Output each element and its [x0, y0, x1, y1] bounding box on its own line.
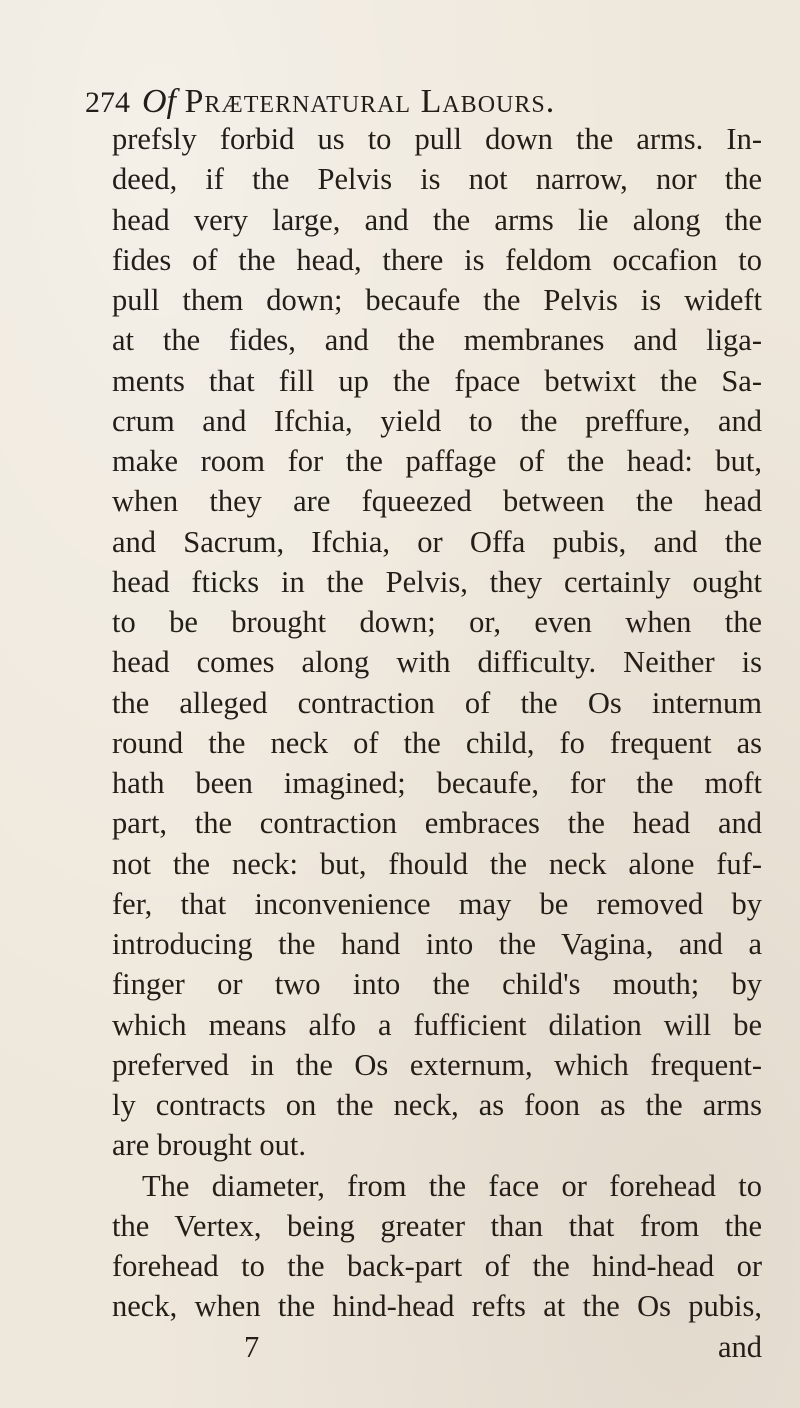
text-line: hath been imagined; becaufe, for the moft	[112, 766, 762, 800]
text-line: introducing the hand into the Vagina, and a	[112, 927, 762, 961]
text-line: the Vertex, being greater than that from the	[112, 1208, 762, 1243]
running-head	[85, 80, 725, 124]
signature-mark: 7	[244, 1329, 260, 1364]
text-line: round the neck of the child, fo frequent as	[112, 725, 762, 760]
text-line: neck, when the hind-head refts at the Os pubis,	[112, 1289, 762, 1324]
text-line: head comes along with difficulty. Neither is	[112, 645, 762, 680]
text-line: the alleged contraction of the Os internum	[112, 685, 762, 720]
text-line: and Sacrum, Ifchia, or Offa pubis, and the	[112, 524, 762, 559]
footer-line	[112, 1327, 762, 1367]
text-line: ly contracts on the neck, as foon as the arms	[112, 1088, 762, 1122]
text-line: crum and Ifchia, yield to the preffure, and	[112, 403, 762, 438]
text-line: finger or two into the child's mouth; by	[112, 967, 762, 1002]
text-line: not the neck: but, fhould the neck alone fuf-	[112, 846, 762, 881]
paragraph-first-line: The diameter, from the face or forehead to	[142, 1168, 762, 1203]
text-line: part, the contraction embraces the head and	[112, 806, 762, 841]
text-line: are brought out.	[112, 1128, 306, 1163]
catchword: and	[717, 1329, 762, 1364]
text-line: which means alfo a fufficient dilation will be	[112, 1007, 762, 1042]
text-line: when they are fqueezed between the head	[112, 484, 762, 519]
body-text	[112, 119, 762, 1367]
text-line: ments that fill up the fpace betwixt the Sa-	[112, 363, 762, 398]
page-number: 274	[85, 86, 130, 119]
text-line: fer, that inconvenience may be removed by	[112, 886, 762, 921]
text-line: forehead to the back-part of the hind-head or	[112, 1249, 762, 1283]
text-line: head fticks in the Pelvis, they certainly ought	[112, 564, 762, 599]
text-line: deed, if the Pelvis is not narrow, nor the	[112, 162, 762, 197]
text-line: prefsly forbid us to pull down the arms. In-	[112, 122, 762, 156]
text-line: preferved in the Os externum, which frequent-	[112, 1047, 762, 1082]
text-line: at the fides, and the membranes and liga-	[112, 323, 762, 358]
text-line: pull them down; becaufe the Pelvis is wideft	[112, 283, 762, 317]
text-line: to be brought down; or, even when the	[112, 605, 762, 639]
text-line: make room for the paffage of the head: but,	[112, 444, 762, 478]
running-head-title: Præternatural Labours.	[184, 83, 556, 120]
text-line: head very large, and the arms lie along the	[112, 202, 762, 237]
text-line: fides of the head, there is feldom occafion to	[112, 242, 762, 277]
running-head-prefix: Of	[142, 83, 176, 120]
